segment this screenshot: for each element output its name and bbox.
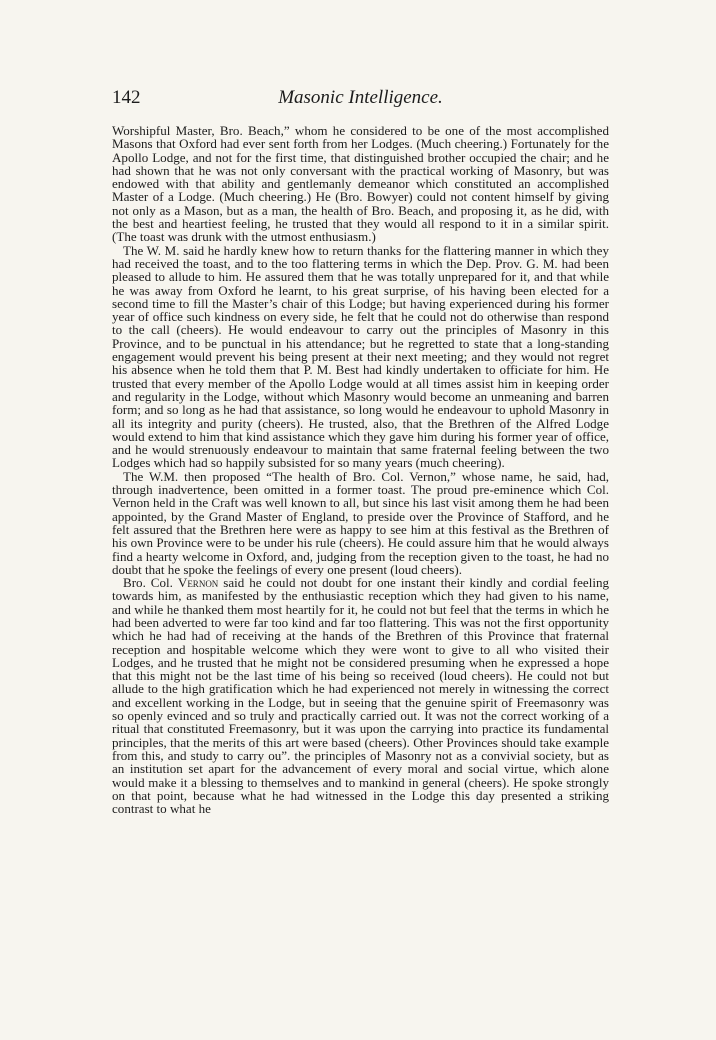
running-head	[112, 86, 609, 110]
body-text	[112, 124, 609, 815]
paragraph	[112, 576, 609, 815]
paragraph-text: Bro. Col.	[123, 575, 178, 591]
paragraph	[112, 124, 609, 244]
paragraph-text: The W. M. said he hardly knew how to return thanks for the flattering manner in which they had received the toast, and to the too flattering terms in which the Dep. Prov. G. M. had been pleased to allude to him. He assured them that he was totally unprepared for it, and that while he was away from Oxford he learnt, to his great surprise, of his having been elected for a second time to fill the Master’s chair of this Lodge; but having experienced during his former year of office such kindness on every side, he felt that he could not do otherwise than respond to the call (cheers). He would endeavour to carry out the principles of Masonry in this Province, and to be punctual in his attendance; but he regretted to state that a long-standing engagement would prevent his being present at their next meeting; and they would not regret his absence when he told them that P. M. Best had kindly undertaken to officiate for him. He trusted that every member of the Apollo Lodge would at all times assist him in keeping order and regularity in the Lodge, without which Masonry would become an unmeaning and barren form; and so long as he had that assistance, so long would he endeavour to uphold Masonry in all its integrity and purity (cheers). He trusted, also, that the Brethren of the Alfred Lodge would extend to him that kind assistance which they gave him during his former year of office, and he would strenuously endeavour to maintain that same fraternal feeling between the two Lodges which had so happily subsisted for so many years (much cheering).	[112, 242, 609, 471]
paragraph	[112, 244, 609, 470]
paragraph	[112, 470, 609, 576]
running-title: Masonic Intelligence.	[278, 87, 443, 108]
speaker-name: Vernon	[177, 575, 219, 591]
page-number: 142	[112, 87, 141, 108]
paragraph-text: The W.M. then proposed “The health of Bro. Col. Vernon,” whose name, he said, had, through inadvertence, been omitted in a former toast. The proud pre-eminence which Col. Vernon held in the Craft was well known to all, but since his last visit among them he had been appointed, by the Grand Master of England, to preside over the Province of Stafford, and he felt assured that the Brethren here were as happy to see him at this festival as the Brethren of his own Province were to be under his rule (cheers). He could assure him that he would always find a hearty welcome in Oxford, and, judging from the reception given to the toast, he had no doubt that he spoke the feelings of every one present (loud cheers).	[112, 468, 609, 577]
paragraph-text: Worshipful Master, Bro. Beach,” whom he considered to be one of the most accomplished Masons that Oxford had ever sent forth from her Lodges. (Much cheering.) Fortunately for the Apollo Lodge, and not for the first time, that distinguished brother occupied the chair; and he had shown that he was not only conversant with the practical working of Masonry, but was endowed with that ability and gentlemanly demeanor which constituted an accomplished Master of a Lodge. (Much cheering.) He (Bro. Bowyer) could not content himself by giving not only as a Mason, but as a man, the health of Bro. Beach, and proposing it, as he did, with the best and heartiest feeling, he trusted that they would all respond to it in a similar spirit. (The toast was drunk with the utmost enthusiasm.)	[112, 123, 609, 245]
paragraph-text: said he could not doubt for one instant their kindly and cordial feeling towards him, as manifested by the enthusiastic reception which they had given to his name, and while he thanked them most heartily for it, he could not but feel that the terms in which he had been adverted to were far too kind and far too flattering. This was not the first opportunity which he had had of receiving at the hands of the Brethren of this Province that fraternal reception and hospitable welcome which they were wont to give to all who visited their Lodges, and he trusted that he might not be considered presuming when he expressed a hope that this might not be the last time of his being so received (loud cheers). He could not but allude to the high gratification which he had experienced not merely in witnessing the correct and excellent working in the Lodge, but in seeing that the genuine spirit of Freemasonry was so openly evinced and so truly and practically carried out. It was not the correct working of a ritual that constituted Freemasonry, but it was upon the carrying into practice its fundamental principles, that the merits of this art were based (cheers). Other Provinces should take example from this, and study to carry ou”. the principles of Masonry not as a convivial society, but as an institution set apart for the advancement of every moral and social virtue, which alone would make it a blessing to themselves and to mankind in general (cheers). He spoke strongly on that point, because what he had witnessed in the Lodge this day presented a striking contrast to what he	[112, 575, 609, 817]
